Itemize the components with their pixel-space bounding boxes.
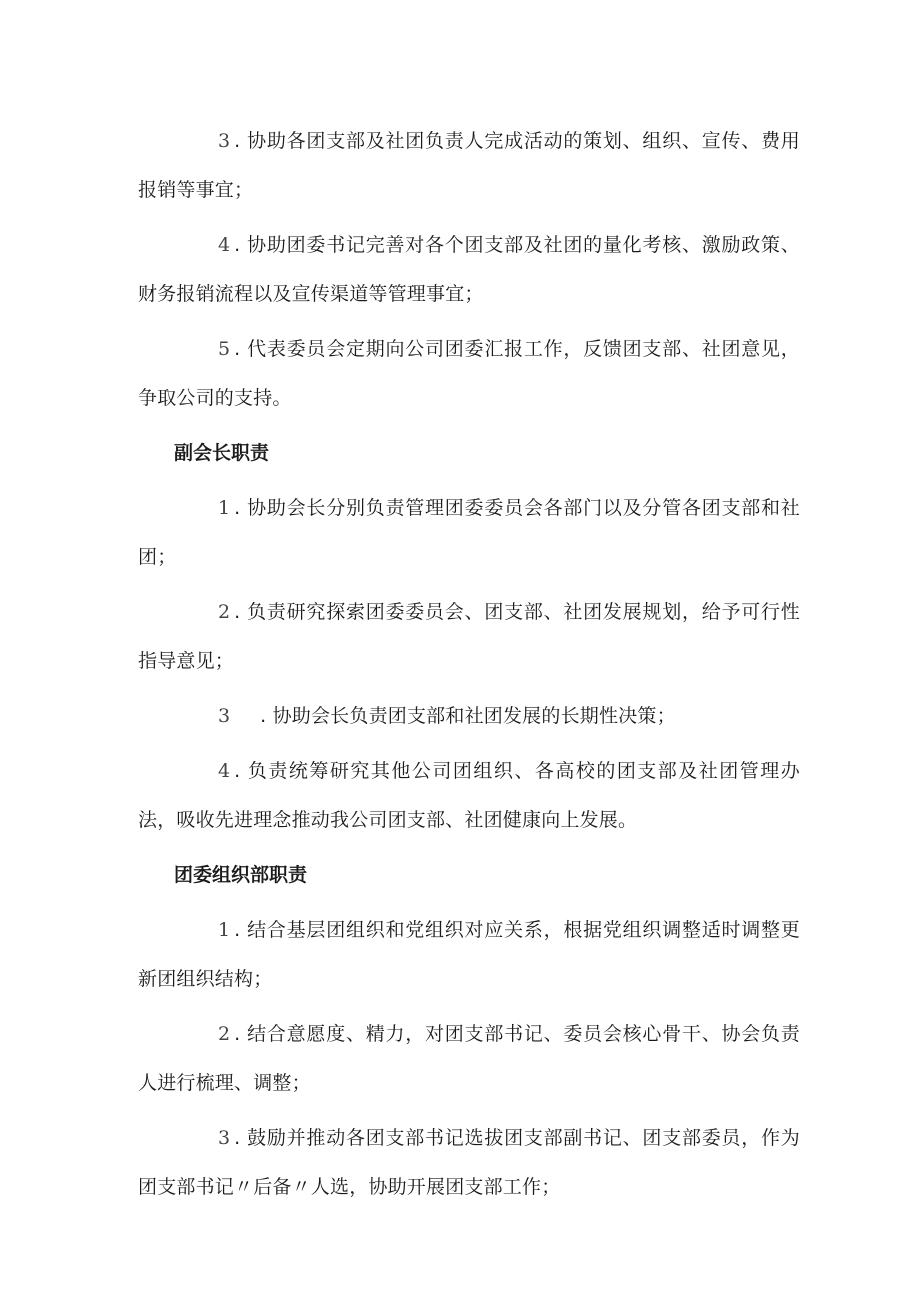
list-item bbox=[138, 221, 800, 319]
item-number: 3 bbox=[218, 705, 261, 727]
item-text: . 协助团委书记完善对各个团支部及社团的量化考核、激励政策、财务报销流程以及宣传渠道等管理事宜； bbox=[138, 234, 800, 305]
list-item bbox=[138, 692, 800, 741]
list-item bbox=[138, 588, 800, 686]
list-item bbox=[138, 117, 800, 215]
section-heading-vice-president: 副会长职责 bbox=[174, 442, 270, 464]
section-heading-organization-dept: 团委组织部职责 bbox=[174, 864, 308, 886]
item-text: . 协助会长负责团支部和社团发展的长期性决策； bbox=[260, 705, 676, 727]
item-number: 1 bbox=[218, 497, 235, 519]
item-text: . 鼓励并推动各团支部书记选拔团支部副书记、团支部委员，作为团支部书记〃后备〃人选，协助开展团支部工作； bbox=[138, 1127, 800, 1198]
item-text: . 负责统筹研究其他公司团组织、各高校的团支部及社团管理办法，吸收先进理念推动我公司团支部、社团健康向上发展。 bbox=[138, 760, 800, 831]
item-number: 3 bbox=[218, 1127, 235, 1149]
item-text: . 结合基层团组织和党组织对应关系，根据党组织调整适时调整更新团组织结构； bbox=[138, 919, 800, 990]
item-number: 3 bbox=[218, 130, 235, 152]
item-text: . 协助各团支部及社团负责人完成活动的策划、组织、宣传、费用报销等事宜； bbox=[138, 130, 800, 201]
list-item bbox=[138, 1114, 800, 1212]
item-text: . 代表委员会定期向公司团委汇报工作，反馈团支部、社团意见，争取公司的支持。 bbox=[138, 338, 800, 409]
item-number: 2 bbox=[218, 601, 235, 623]
item-number: 2 bbox=[218, 1023, 235, 1045]
list-item bbox=[138, 906, 800, 1004]
item-text: . 结合意愿度、精力，对团支部书记、委员会核心骨干、协会负责人进行梳理、调整； bbox=[138, 1023, 800, 1094]
item-number: 4 bbox=[218, 760, 235, 782]
list-item bbox=[138, 747, 800, 845]
item-number: 4 bbox=[218, 234, 235, 256]
list-item bbox=[138, 1010, 800, 1108]
item-number: 1 bbox=[218, 919, 235, 941]
list-item bbox=[138, 325, 800, 423]
list-item bbox=[138, 484, 800, 582]
item-text: . 协助会长分别负责管理团委委员会各部门以及分管各团支部和社团； bbox=[138, 497, 800, 568]
item-text: . 负责研究探索团委委员会、团支部、社团发展规划，给予可行性指导意见； bbox=[138, 601, 800, 672]
item-number: 5 bbox=[218, 338, 235, 360]
